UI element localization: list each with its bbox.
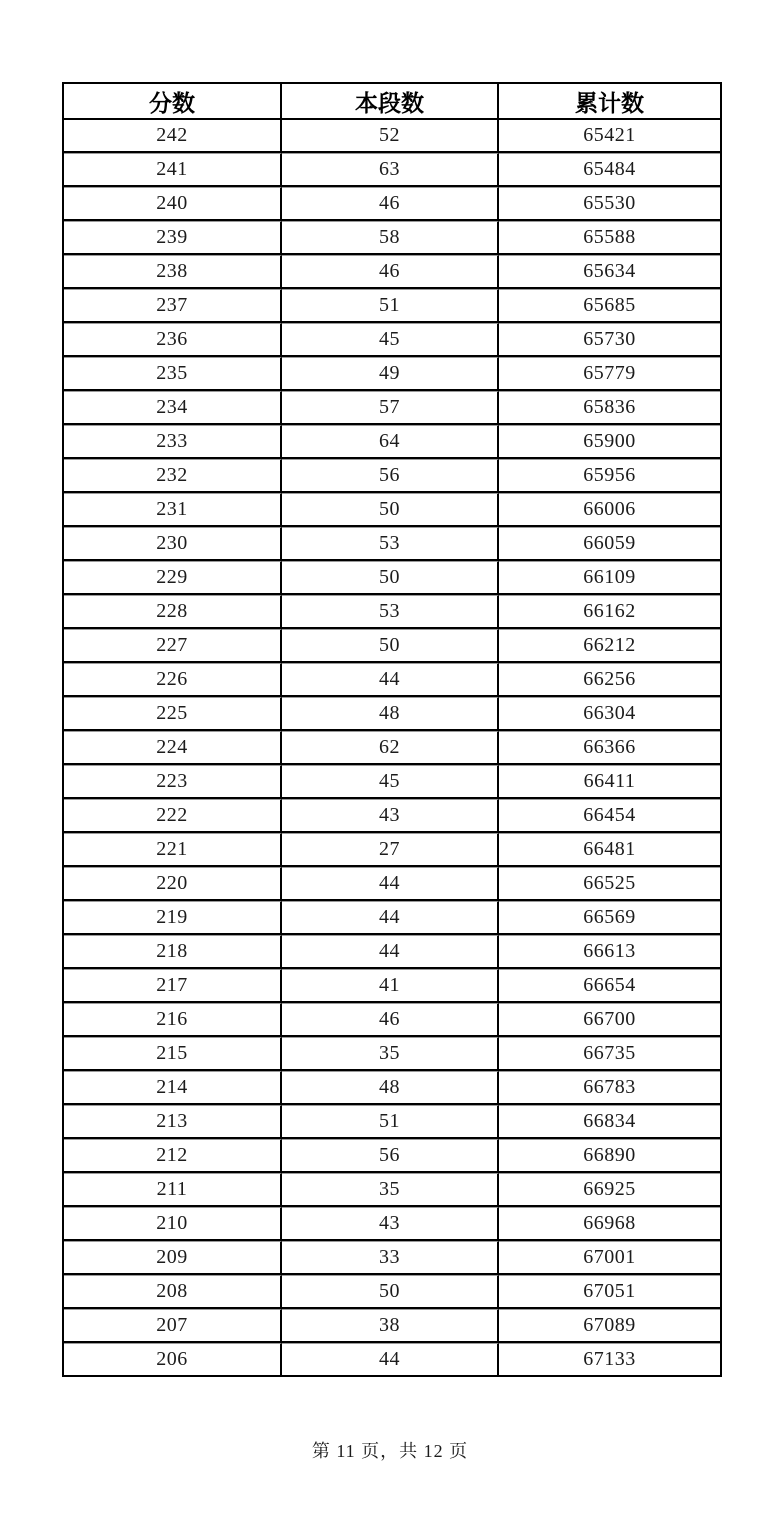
cumulative-count-cell: 66162 <box>499 595 720 629</box>
cumulative-count-cell: 66654 <box>499 969 720 1003</box>
table-row <box>64 833 720 867</box>
score-table-body <box>64 120 720 1375</box>
score-cell: 229 <box>64 561 282 595</box>
score-cell: 214 <box>64 1071 282 1105</box>
table-row <box>64 697 720 731</box>
segment-count-cell: 41 <box>282 969 499 1003</box>
cumulative-count-cell: 66411 <box>499 765 720 799</box>
cumulative-count-cell: 67089 <box>499 1309 720 1343</box>
score-cell: 210 <box>64 1207 282 1241</box>
cumulative-count-cell: 67133 <box>499 1343 720 1375</box>
table-row <box>64 323 720 357</box>
table-row <box>64 527 720 561</box>
cumulative-count-cell: 66525 <box>499 867 720 901</box>
score-cell: 215 <box>64 1037 282 1071</box>
cumulative-count-cell: 66109 <box>499 561 720 595</box>
segment-count-cell: 44 <box>282 935 499 969</box>
score-cell: 228 <box>64 595 282 629</box>
segment-count-cell: 62 <box>282 731 499 765</box>
table-row <box>64 629 720 663</box>
table-row <box>64 765 720 799</box>
table-row <box>64 799 720 833</box>
segment-count-cell: 53 <box>282 527 499 561</box>
table-row <box>64 221 720 255</box>
cumulative-count-cell: 66735 <box>499 1037 720 1071</box>
cumulative-count-cell: 66569 <box>499 901 720 935</box>
cumulative-count-cell: 65685 <box>499 289 720 323</box>
table-row <box>64 1139 720 1173</box>
score-cell: 218 <box>64 935 282 969</box>
segment-count-cell: 50 <box>282 493 499 527</box>
segment-count-cell: 51 <box>282 1105 499 1139</box>
segment-count-cell: 46 <box>282 255 499 289</box>
table-row <box>64 1037 720 1071</box>
score-cell: 230 <box>64 527 282 561</box>
segment-count-cell: 48 <box>282 1071 499 1105</box>
segment-count-cell: 63 <box>282 153 499 187</box>
segment-count-cell: 57 <box>282 391 499 425</box>
score-cell: 222 <box>64 799 282 833</box>
score-cell: 242 <box>64 120 282 153</box>
score-cell: 206 <box>64 1343 282 1375</box>
segment-count-cell: 45 <box>282 765 499 799</box>
segment-count-cell: 44 <box>282 867 499 901</box>
table-row <box>64 289 720 323</box>
cumulative-count-cell: 66613 <box>499 935 720 969</box>
table-row <box>64 561 720 595</box>
cumulative-count-cell: 66834 <box>499 1105 720 1139</box>
cumulative-count-cell: 66366 <box>499 731 720 765</box>
cumulative-count-cell: 66700 <box>499 1003 720 1037</box>
score-cell: 224 <box>64 731 282 765</box>
cumulative-count-cell: 65956 <box>499 459 720 493</box>
segment-count-cell: 27 <box>282 833 499 867</box>
table-header <box>64 84 720 120</box>
cumulative-count-cell: 66481 <box>499 833 720 867</box>
score-cell: 225 <box>64 697 282 731</box>
table-row <box>64 255 720 289</box>
score-cell: 232 <box>64 459 282 493</box>
score-cell: 211 <box>64 1173 282 1207</box>
score-cell: 238 <box>64 255 282 289</box>
cumulative-count-cell: 65588 <box>499 221 720 255</box>
cumulative-count-cell: 66212 <box>499 629 720 663</box>
score-cell: 219 <box>64 901 282 935</box>
column-header-score: 分数 <box>64 84 282 120</box>
segment-count-cell: 44 <box>282 663 499 697</box>
table-row <box>64 1275 720 1309</box>
table-row <box>64 459 720 493</box>
score-cell: 239 <box>64 221 282 255</box>
cumulative-count-cell: 65779 <box>499 357 720 391</box>
segment-count-cell: 44 <box>282 901 499 935</box>
score-cell: 209 <box>64 1241 282 1275</box>
table-row <box>64 153 720 187</box>
table-row <box>64 391 720 425</box>
segment-count-cell: 56 <box>282 1139 499 1173</box>
table-row <box>64 1071 720 1105</box>
cumulative-count-cell: 66256 <box>499 663 720 697</box>
segment-count-cell: 50 <box>282 561 499 595</box>
segment-count-cell: 45 <box>282 323 499 357</box>
header-row <box>64 84 720 120</box>
cumulative-count-cell: 66783 <box>499 1071 720 1105</box>
column-header-cumulative-count: 累计数 <box>499 84 720 120</box>
cumulative-count-cell: 66059 <box>499 527 720 561</box>
segment-count-cell: 58 <box>282 221 499 255</box>
segment-count-cell: 53 <box>282 595 499 629</box>
score-cell: 231 <box>64 493 282 527</box>
cumulative-count-cell: 67051 <box>499 1275 720 1309</box>
cumulative-count-cell: 66925 <box>499 1173 720 1207</box>
table-row <box>64 935 720 969</box>
segment-count-cell: 48 <box>282 697 499 731</box>
score-cell: 212 <box>64 1139 282 1173</box>
table-row <box>64 1343 720 1375</box>
score-cell: 235 <box>64 357 282 391</box>
table-row <box>64 595 720 629</box>
cumulative-count-cell: 65484 <box>499 153 720 187</box>
table-row <box>64 1173 720 1207</box>
cumulative-count-cell: 65836 <box>499 391 720 425</box>
table-row <box>64 1309 720 1343</box>
score-cell: 213 <box>64 1105 282 1139</box>
score-cell: 226 <box>64 663 282 697</box>
segment-count-cell: 51 <box>282 289 499 323</box>
cumulative-count-cell: 66454 <box>499 799 720 833</box>
segment-count-cell: 43 <box>282 1207 499 1241</box>
segment-count-cell: 43 <box>282 799 499 833</box>
cumulative-count-cell: 65530 <box>499 187 720 221</box>
cumulative-count-cell: 66968 <box>499 1207 720 1241</box>
table-row <box>64 120 720 153</box>
segment-count-cell: 44 <box>282 1343 499 1375</box>
score-cell: 217 <box>64 969 282 1003</box>
segment-count-cell: 50 <box>282 1275 499 1309</box>
segment-count-cell: 46 <box>282 187 499 221</box>
segment-count-cell: 49 <box>282 357 499 391</box>
cumulative-count-cell: 66304 <box>499 697 720 731</box>
segment-count-cell: 35 <box>282 1173 499 1207</box>
cumulative-count-cell: 65634 <box>499 255 720 289</box>
table-row <box>64 663 720 697</box>
score-cell: 241 <box>64 153 282 187</box>
table-row <box>64 425 720 459</box>
table-row <box>64 1241 720 1275</box>
table-row <box>64 1003 720 1037</box>
segment-count-cell: 52 <box>282 120 499 153</box>
column-header-segment-count: 本段数 <box>282 84 499 120</box>
segment-count-cell: 50 <box>282 629 499 663</box>
cumulative-count-cell: 67001 <box>499 1241 720 1275</box>
cumulative-count-cell: 66890 <box>499 1139 720 1173</box>
table-row <box>64 969 720 1003</box>
cumulative-count-cell: 65421 <box>499 120 720 153</box>
segment-count-cell: 33 <box>282 1241 499 1275</box>
score-cell: 234 <box>64 391 282 425</box>
page-footer: 第 11 页，共 12 页 <box>311 1441 469 1461</box>
score-cell: 221 <box>64 833 282 867</box>
score-cell: 227 <box>64 629 282 663</box>
cumulative-count-cell: 65900 <box>499 425 720 459</box>
segment-count-cell: 46 <box>282 1003 499 1037</box>
score-cell: 237 <box>64 289 282 323</box>
score-cell: 208 <box>64 1275 282 1309</box>
table-row <box>64 867 720 901</box>
cumulative-count-cell: 65730 <box>499 323 720 357</box>
segment-count-cell: 56 <box>282 459 499 493</box>
score-cell: 233 <box>64 425 282 459</box>
table-row <box>64 901 720 935</box>
score-distribution-table <box>62 82 722 1377</box>
table-row <box>64 493 720 527</box>
table-row <box>64 357 720 391</box>
table-row <box>64 187 720 221</box>
score-cell: 207 <box>64 1309 282 1343</box>
cumulative-count-cell: 66006 <box>499 493 720 527</box>
segment-count-cell: 35 <box>282 1037 499 1071</box>
score-cell: 223 <box>64 765 282 799</box>
segment-count-cell: 38 <box>282 1309 499 1343</box>
score-cell: 236 <box>64 323 282 357</box>
table-row <box>64 1207 720 1241</box>
segment-count-cell: 64 <box>282 425 499 459</box>
table-row <box>64 1105 720 1139</box>
score-cell: 240 <box>64 187 282 221</box>
score-cell: 216 <box>64 1003 282 1037</box>
score-cell: 220 <box>64 867 282 901</box>
table-row <box>64 731 720 765</box>
